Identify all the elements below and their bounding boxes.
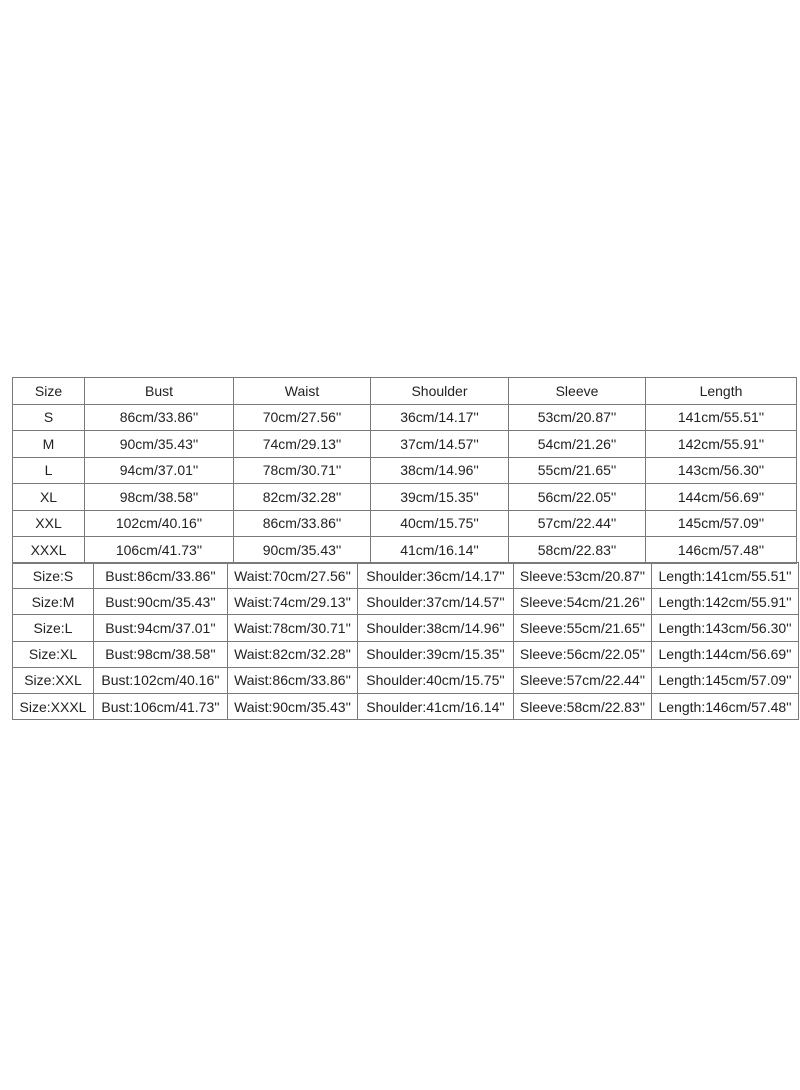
table-row <box>13 431 797 458</box>
table-row <box>13 615 799 641</box>
table-cell: 53cm/20.87'' <box>509 404 646 431</box>
table-cell: Sleeve:58cm/22.83'' <box>514 693 652 719</box>
table-cell: 70cm/27.56'' <box>234 404 371 431</box>
table-cell: Length:146cm/57.48'' <box>652 693 799 719</box>
table-cell: Waist:82cm/32.28'' <box>228 641 358 667</box>
table-cell: Waist:90cm/35.43'' <box>228 693 358 719</box>
table-cell: Size:XXL <box>13 667 94 693</box>
table-cell: Size:S <box>13 563 94 589</box>
table-cell: 144cm/56.69'' <box>646 484 797 511</box>
table-row <box>13 457 797 484</box>
table-cell: Bust:90cm/35.43'' <box>94 589 228 615</box>
table-cell: 143cm/56.30'' <box>646 457 797 484</box>
table-cell: Length:142cm/55.91'' <box>652 589 799 615</box>
size-list-table <box>12 562 799 720</box>
table-cell: 40cm/15.75'' <box>371 510 509 537</box>
table-cell: Bust:98cm/38.58'' <box>94 641 228 667</box>
table-cell: 54cm/21.26'' <box>509 431 646 458</box>
table-cell: L <box>13 457 85 484</box>
header-cell-sleeve: Sleeve <box>509 378 646 405</box>
table-cell: Shoulder:40cm/15.75'' <box>358 667 514 693</box>
table-cell: Sleeve:57cm/22.44'' <box>514 667 652 693</box>
table-cell: 145cm/57.09'' <box>646 510 797 537</box>
table-cell: Length:144cm/56.69'' <box>652 641 799 667</box>
size-chart-table <box>12 377 797 564</box>
table-row <box>13 667 799 693</box>
header-cell-length: Length <box>646 378 797 405</box>
table-cell: Bust:102cm/40.16'' <box>94 667 228 693</box>
table-cell: Waist:86cm/33.86'' <box>228 667 358 693</box>
table-cell: Length:145cm/57.09'' <box>652 667 799 693</box>
table-cell: Bust:86cm/33.86'' <box>94 563 228 589</box>
table-cell: Length:141cm/55.51'' <box>652 563 799 589</box>
table-cell: Sleeve:54cm/21.26'' <box>514 589 652 615</box>
table-cell: Shoulder:41cm/16.14'' <box>358 693 514 719</box>
table-cell: XXXL <box>13 537 85 564</box>
table-cell: 102cm/40.16'' <box>85 510 234 537</box>
table-cell: Size:L <box>13 615 94 641</box>
table-cell: 57cm/22.44'' <box>509 510 646 537</box>
table-cell: 36cm/14.17'' <box>371 404 509 431</box>
table-cell: 82cm/32.28'' <box>234 484 371 511</box>
table-cell: 94cm/37.01'' <box>85 457 234 484</box>
table-header-row <box>13 378 797 405</box>
table-row <box>13 563 799 589</box>
table-cell: 56cm/22.05'' <box>509 484 646 511</box>
table-cell: Size:M <box>13 589 94 615</box>
table-cell: Size:XXXL <box>13 693 94 719</box>
table-cell: 146cm/57.48'' <box>646 537 797 564</box>
table-cell: 78cm/30.71'' <box>234 457 371 484</box>
table-cell: 41cm/16.14'' <box>371 537 509 564</box>
table-cell: 142cm/55.91'' <box>646 431 797 458</box>
table-cell: Waist:70cm/27.56'' <box>228 563 358 589</box>
table-row <box>13 589 799 615</box>
table-cell: Length:143cm/56.30'' <box>652 615 799 641</box>
table-cell: Sleeve:55cm/21.65'' <box>514 615 652 641</box>
table-cell: XXL <box>13 510 85 537</box>
table-cell: Shoulder:37cm/14.57'' <box>358 589 514 615</box>
table-cell: Bust:94cm/37.01'' <box>94 615 228 641</box>
header-cell-bust: Bust <box>85 378 234 405</box>
table-row <box>13 641 799 667</box>
header-cell-waist: Waist <box>234 378 371 405</box>
table-cell: Size:XL <box>13 641 94 667</box>
table-cell: Bust:106cm/41.73'' <box>94 693 228 719</box>
table-cell: 106cm/41.73'' <box>85 537 234 564</box>
table-cell: Shoulder:39cm/15.35'' <box>358 641 514 667</box>
table-cell: M <box>13 431 85 458</box>
table-cell: Sleeve:53cm/20.87'' <box>514 563 652 589</box>
table-cell: 141cm/55.51'' <box>646 404 797 431</box>
table-cell: 98cm/38.58'' <box>85 484 234 511</box>
table-cell: Shoulder:36cm/14.17'' <box>358 563 514 589</box>
table-row <box>13 537 797 564</box>
table-row <box>13 484 797 511</box>
table-cell: Sleeve:56cm/22.05'' <box>514 641 652 667</box>
table-cell: S <box>13 404 85 431</box>
table-cell: 86cm/33.86'' <box>85 404 234 431</box>
table-row <box>13 693 799 719</box>
table-cell: Shoulder:38cm/14.96'' <box>358 615 514 641</box>
table-cell: 86cm/33.86'' <box>234 510 371 537</box>
table-cell: 38cm/14.96'' <box>371 457 509 484</box>
table-cell: 58cm/22.83'' <box>509 537 646 564</box>
table-cell: 90cm/35.43'' <box>85 431 234 458</box>
table-cell: 55cm/21.65'' <box>509 457 646 484</box>
table-cell: Waist:78cm/30.71'' <box>228 615 358 641</box>
table-cell: 37cm/14.57'' <box>371 431 509 458</box>
table-cell: Waist:74cm/29.13'' <box>228 589 358 615</box>
table-cell: XL <box>13 484 85 511</box>
table-row <box>13 510 797 537</box>
table-row <box>13 404 797 431</box>
table-cell: 74cm/29.13'' <box>234 431 371 458</box>
header-cell-size: Size <box>13 378 85 405</box>
header-cell-shoulder: Shoulder <box>371 378 509 405</box>
table-cell: 39cm/15.35'' <box>371 484 509 511</box>
table-cell: 90cm/35.43'' <box>234 537 371 564</box>
